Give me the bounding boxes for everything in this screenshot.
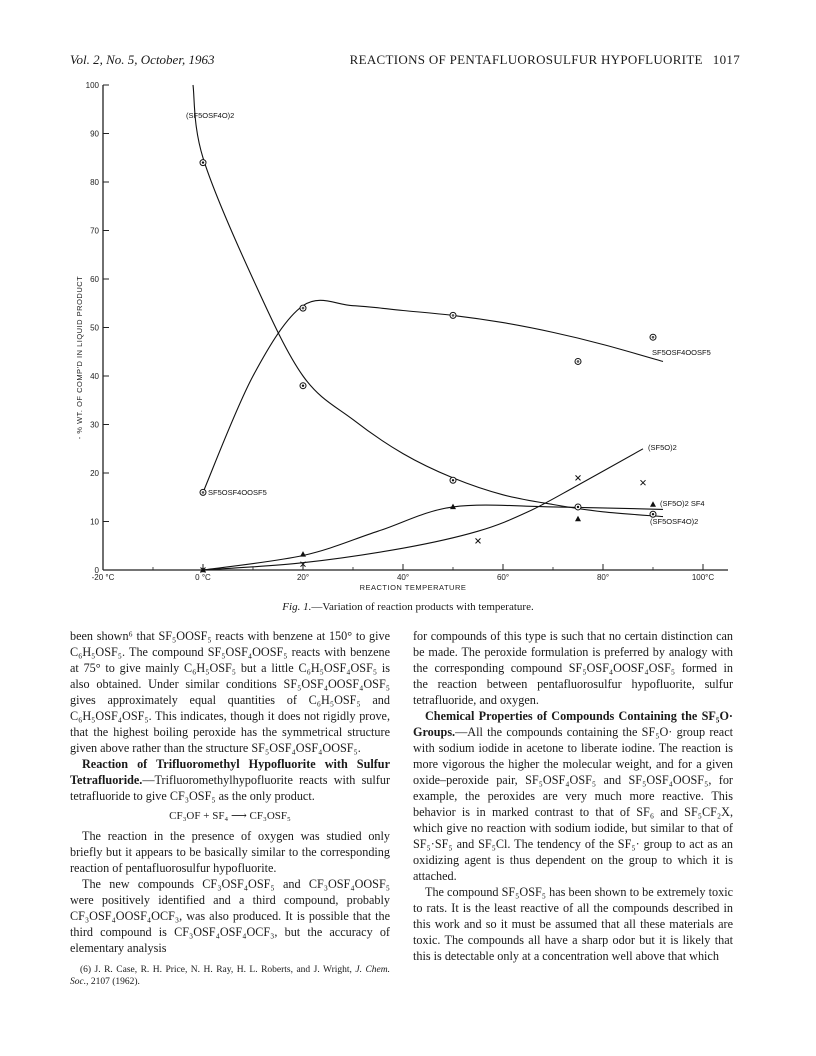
footnote-authors: J. R. Case, R. H. Price, N. H. Ray, H. L. Roberts, and J. Wright, bbox=[94, 965, 352, 975]
y-axis-label: - % WT. OF COMP'D IN LIQUID PRODUCT bbox=[75, 275, 84, 440]
y-tick-label: 50 bbox=[90, 323, 99, 333]
x-tick-label: 20° bbox=[296, 573, 310, 582]
journal-volume: Vol. 2, No. 5, October, 1963 bbox=[70, 52, 215, 67]
section-paragraph bbox=[70, 756, 390, 804]
figure-caption-text: —Variation of reaction products with temperature. bbox=[311, 601, 534, 613]
running-title-text: REACTIONS OF PENTAFLUOROSULFUR HYPOFLUORITE bbox=[349, 52, 703, 67]
data-point-dot bbox=[452, 314, 455, 317]
curve-label: (SF5OSF4O)2 bbox=[650, 517, 699, 526]
data-point bbox=[476, 538, 481, 543]
paragraph: The reaction in the presence of oxygen was studied only briefly but it appears to be basically similar to the corresponding reaction of pentafluorosulfur hypofluorite. bbox=[70, 829, 390, 875]
y-tick-label: 40 bbox=[90, 372, 99, 381]
x-tick-label: 60° bbox=[496, 573, 510, 582]
paragraph: been shown⁶ that SF₅OOSF₅ reacts with benzene at 150° to give C₆H₅OSF₅. The compound SF₅OSF₄OOSF₅ reacts with benzene at 75° to give mainly C₆H₅OSF₅ but a little C₆H₅OSF₄OSF₅ is also obtained. Under similar conditions SF₅OSF₄OOSF₄OSF₅ gives approximately equal quantities of C₆H₅OSF₅ and C₆H₅OSF₄OSF₅. This indicates, though it does not rigidly prove, that the highest boiling peroxide has the symmetrical structure given above rather than the structure SF₅OSF₄OSF₄OOSF₅. bbox=[70, 629, 390, 755]
series-line bbox=[203, 505, 663, 570]
equation: CF₃OF + SF₄ ⟶ CF₃OSF₅ bbox=[169, 810, 291, 822]
y-tick-label: 80 bbox=[90, 178, 99, 187]
footnote-ref: 2107 (1962). bbox=[90, 977, 140, 987]
x-tick-label: 0 °C bbox=[195, 573, 211, 582]
y-tick-label: 30 bbox=[90, 420, 99, 430]
series-line bbox=[203, 300, 663, 492]
data-point bbox=[650, 501, 656, 507]
x-tick-label: 100°C bbox=[691, 573, 715, 582]
curve-label: SF5OSF4OOSF5 bbox=[652, 348, 711, 357]
section-heading: Reaction of Trifluoromethyl Hypofluorite with Sulfur Tetrafluoride. bbox=[70, 757, 390, 787]
figure-label: Fig. 1. bbox=[282, 601, 312, 613]
figure-caption bbox=[0, 601, 816, 613]
x-tick-label: -20 °C bbox=[91, 573, 115, 582]
text-column-right bbox=[413, 628, 733, 964]
series-line bbox=[193, 85, 663, 517]
text-column-left bbox=[70, 628, 390, 988]
y-tick-label: 10 bbox=[90, 517, 99, 527]
y-tick-label: 20 bbox=[90, 469, 99, 478]
data-point-dot bbox=[452, 479, 454, 481]
data-point-dot bbox=[652, 513, 654, 515]
data-point-dot bbox=[202, 491, 205, 494]
data-point-dot bbox=[577, 360, 580, 363]
data-point-dot bbox=[202, 161, 204, 163]
y-tick-label: 0 bbox=[94, 566, 99, 575]
data-point bbox=[575, 516, 581, 522]
chart-points bbox=[200, 160, 656, 573]
data-point-dot bbox=[302, 307, 305, 310]
paragraph: for compounds of this type is such that no certain distinction can be made. The peroxide formulation is preferred by analogy with the corresponding compound SF₅OSF₄OOSF₄OSF₅ formed in the reaction between pentafluorosulfur hypofluorite, sulfur tetrafluoride, and oxygen. bbox=[413, 629, 733, 707]
data-point bbox=[641, 480, 646, 485]
footnote-number: (6) bbox=[80, 965, 92, 975]
curve-label: (SF5OSF4O)2 bbox=[186, 111, 235, 120]
section-text: —Trifluoromethylhypofluorite reacts with sulfur tetrafluoride to give CF₃OSF₅ as the only product. bbox=[70, 773, 390, 803]
data-point bbox=[300, 551, 306, 557]
curve-label: (SF5O)2 bbox=[648, 443, 677, 452]
y-tick-label: 100 bbox=[85, 81, 99, 90]
x-tick-label: 40° bbox=[396, 573, 410, 582]
curve-label: SF5OSF4OOSF5 bbox=[208, 488, 267, 497]
x-tick-label: 80° bbox=[596, 573, 610, 582]
footnote-journal: J. Chem. Soc., bbox=[70, 965, 390, 987]
y-tick-label: 70 bbox=[90, 226, 99, 236]
section-heading: Chemical Properties of Compounds Containing the SF₅O· Groups. bbox=[413, 709, 733, 739]
y-tick-label: 60 bbox=[90, 275, 99, 284]
paragraph: The new compounds CF₃OSF₄OSF₅ and CF₃OSF₄OOSF₅ were positively identified and a third compound, probably CF₃OSF₄OOSF₄OCF₃, was also produced. It is possible that the third compound is CF₃OSF₄OSF₄OCF₃, but the accuracy of elementary analysis bbox=[70, 877, 390, 955]
data-point bbox=[576, 475, 581, 480]
curve-label: (SF5O)2 SF4 bbox=[660, 499, 705, 508]
x-axis-label: REACTION TEMPERATURE bbox=[359, 583, 467, 592]
y-tick-label: 90 bbox=[90, 129, 99, 139]
chart-annotations bbox=[186, 111, 711, 526]
data-point-dot bbox=[302, 385, 304, 387]
data-point-dot bbox=[577, 506, 579, 508]
section-paragraph bbox=[413, 708, 733, 884]
page-number: 1017 bbox=[712, 52, 740, 67]
chart-curves bbox=[193, 85, 663, 570]
chart-axes bbox=[75, 81, 728, 592]
footnote bbox=[70, 964, 390, 988]
paragraph: The compound SF₅OSF₅ has been shown to be extremely toxic to rats. It is the least reactive of all the compounds described in this work and so it must be assumed that all these materials are toxic. The compounds all have a sharp odor but it is likely that this is detectable only at a concentration well above that which bbox=[413, 885, 733, 963]
data-point-dot bbox=[652, 336, 655, 339]
section-text: —All the compounds containing the SF₅O· group react with sodium iodide in acetone to liberate iodine. The reaction is more vigorous the higher the molecular weight, and for a given oxide–peroxide pair, SF₅OSF₄OSF₅ and SF₅OSF₄OOSF₅, for example, the peroxides are very much more reactive. This behavior is in marked contrast to that of SF₆ and SF₅CF₂X, which give no reaction with sodium iodide, but similar to that of SF₅·SF₅ and SF₅Cl. The tendency of the SF₅· group to act as an oxidizing agent is thus dependent on the group to which it is attached. bbox=[413, 725, 733, 883]
